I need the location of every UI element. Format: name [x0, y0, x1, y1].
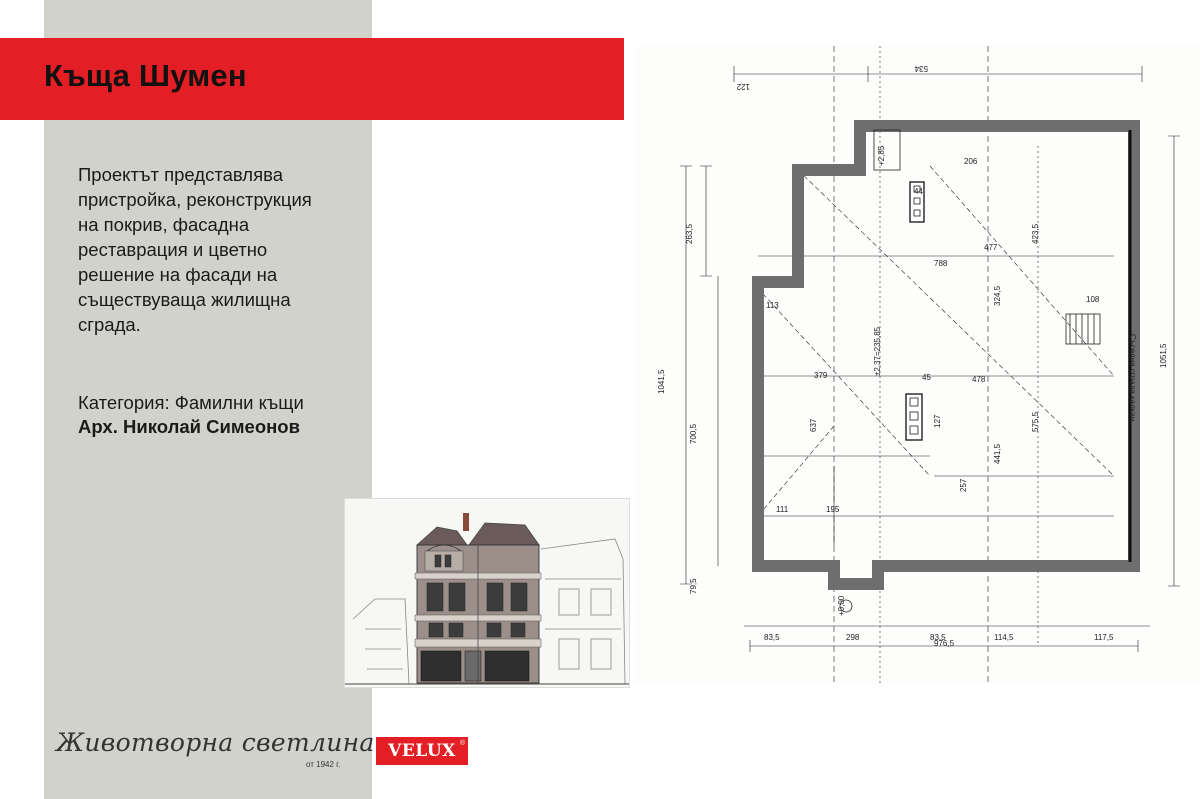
- svg-text:45: 45: [922, 373, 931, 382]
- svg-text:788: 788: [934, 259, 948, 268]
- tagline-year: от 1942 г.: [306, 760, 341, 769]
- svg-text:534: 534: [914, 64, 928, 73]
- velux-logo: [376, 737, 468, 765]
- svg-text:1041,5: 1041,5: [657, 369, 666, 394]
- svg-text:637: 637: [809, 418, 818, 432]
- svg-text:423,5: 423,5: [1031, 223, 1040, 244]
- svg-text:195: 195: [826, 505, 840, 514]
- svg-text:108: 108: [1086, 295, 1100, 304]
- svg-text:79,5: 79,5: [689, 578, 698, 594]
- svg-text:83,5: 83,5: [930, 633, 946, 642]
- svg-text:478: 478: [972, 375, 986, 384]
- facade-elevation-image: [344, 498, 630, 688]
- registered-mark-icon: ®: [459, 740, 465, 747]
- svg-text:324,5: 324,5: [993, 285, 1002, 306]
- svg-text:976,5: 976,5: [934, 639, 955, 648]
- svg-text:113: 113: [766, 301, 779, 310]
- svg-text:+2,85: +2,85: [877, 145, 886, 166]
- svg-text:379: 379: [814, 371, 828, 380]
- svg-text:83,5: 83,5: [764, 633, 780, 642]
- svg-text:206: 206: [964, 157, 978, 166]
- svg-text:117,5: 117,5: [1094, 633, 1114, 642]
- velux-logo-text: VELUX: [388, 741, 456, 761]
- svg-text:263,5: 263,5: [685, 223, 694, 244]
- svg-text:575,5: 575,5: [1031, 411, 1040, 432]
- svg-text:±2,37=235,85: ±2,37=235,85: [873, 326, 882, 376]
- project-architect: Арх. Николай Симеонов: [78, 416, 300, 437]
- page-title: Къща Шумен: [44, 58, 247, 93]
- project-description: Проектът представлява пристройка, реконструкция на покрив, фасадна реставрация и цветно решение на фасади на съществуваща жилищна сграда.: [78, 164, 312, 335]
- svg-text:477: 477: [984, 243, 998, 252]
- svg-text:257: 257: [959, 478, 968, 492]
- svg-text:44: 44: [914, 187, 923, 196]
- svg-text:111: 111: [776, 505, 789, 514]
- svg-text:298: 298: [846, 633, 860, 642]
- floor-plan-image: [634, 46, 1200, 684]
- floor-plan-drawing: [634, 46, 1200, 684]
- facade-elevation-drawing: [345, 499, 630, 688]
- svg-text:1051,5: 1051,5: [1159, 343, 1168, 368]
- svg-text:700,5: 700,5: [689, 423, 698, 444]
- svg-text:127: 127: [933, 414, 942, 428]
- svg-text:+0,00: +0,00: [837, 595, 846, 616]
- tagline-logo: Животворна светлина: [56, 728, 375, 757]
- svg-text:122: 122: [736, 82, 750, 91]
- svg-text:441,5: 441,5: [993, 443, 1002, 464]
- svg-text:Съседна сграда калкан: Съседна сграда калкан: [1128, 334, 1137, 422]
- svg-text:114,5: 114,5: [994, 633, 1014, 642]
- project-category: Категория: Фамилни къщи: [78, 392, 304, 413]
